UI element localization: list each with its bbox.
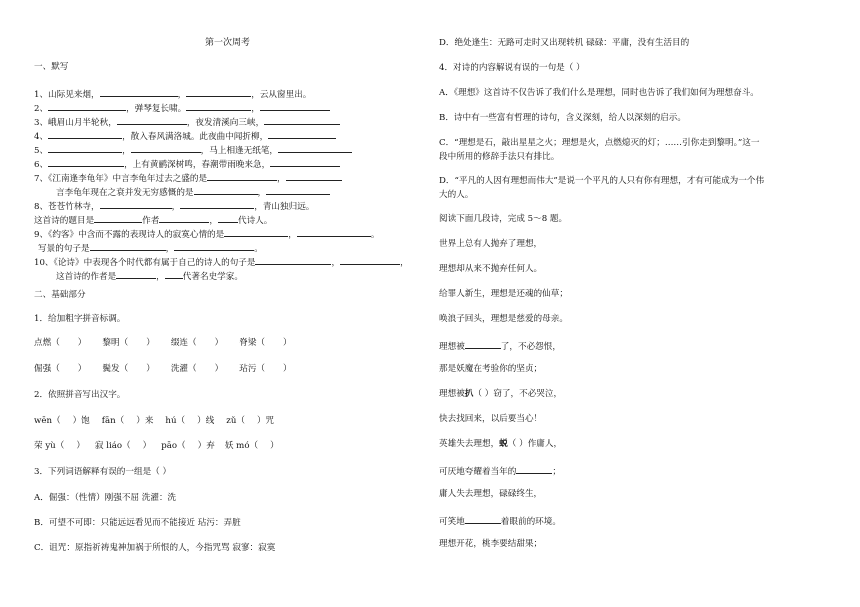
blank[interactable]	[218, 213, 238, 223]
bold-char: 扒	[464, 389, 474, 399]
blank[interactable]	[174, 241, 254, 251]
q8-text-end: ，青山独归远。	[254, 202, 315, 212]
blank[interactable]	[48, 157, 124, 167]
q10-comma: ，	[331, 258, 341, 268]
poem-text: 着眼前的环境。	[500, 517, 561, 527]
bracket: ）	[146, 364, 155, 374]
q1-text-end: ，云从窗里出。	[251, 90, 312, 100]
fill-q10-cont	[56, 269, 243, 283]
poem-line: 理想却从来不抛弃任何人。	[439, 264, 543, 274]
option-b: B．可望不可即：只能远远看见而不能接近 玷污：弄脏	[34, 518, 241, 528]
poem-text: （ ）作庸人，	[507, 439, 563, 449]
q10-comma3: ，	[156, 272, 165, 282]
q7-text-cont: 言李龟年现在之衰并发无穷感慨的是	[56, 188, 194, 198]
blank[interactable]	[340, 255, 400, 265]
word-item: 缀连（	[170, 338, 197, 348]
word-item: 黎明（	[102, 338, 129, 348]
pinyin-item: ）线	[197, 416, 215, 426]
pinyin-item: pāo（	[161, 441, 186, 451]
fill-q5	[34, 143, 352, 157]
bracket: ）	[283, 364, 292, 374]
blank[interactable]	[100, 87, 178, 97]
poem-text: 理想被	[439, 342, 465, 352]
poem-line	[439, 439, 562, 450]
pinyin-item: wēn（	[34, 416, 61, 426]
hanzi-row-1	[34, 416, 274, 427]
fill-q9	[34, 227, 379, 241]
fill-q9-cont	[38, 241, 263, 255]
option-c-cont: 段中所用的修辞手法只有排比。	[439, 152, 560, 162]
blank[interactable]	[207, 171, 277, 181]
bracket: ）	[77, 338, 87, 348]
q10-comma2: ，	[400, 258, 409, 268]
hanzi-row-2	[34, 441, 279, 452]
q10-author-text: 这首诗的作者是	[56, 272, 117, 282]
blank[interactable]	[224, 227, 288, 237]
pinyin-item: 荣 yù（	[34, 441, 65, 451]
q8-author-text: 作者	[142, 216, 160, 226]
pinyin-item: ）饱	[72, 416, 90, 426]
q8-end-text: 代诗人。	[237, 216, 273, 226]
fill-q1: 1、山际见来烟， ， ，云从窗里出。	[34, 87, 311, 101]
fill-q10	[34, 255, 409, 269]
blank[interactable]	[465, 339, 501, 349]
poem-line	[439, 389, 562, 400]
poem-line	[439, 339, 561, 353]
page-title: 第一次周考	[205, 38, 251, 48]
option-d: D．“平凡的人因有理想而伟大”是说一个平凡的人只有你有理想，才有可能成为一个伟	[439, 176, 765, 186]
blank[interactable]	[516, 464, 552, 474]
poem-text: （ ）窃了，不必哭泣，	[473, 389, 563, 399]
blank[interactable]	[255, 255, 331, 265]
q4-text-mid: ，散入春风满洛城。此夜曲中闻折柳，	[122, 132, 269, 142]
q5-text-mid: ，马上相逢无纸笔，	[200, 146, 279, 156]
word-item: 脊梁（	[239, 338, 266, 348]
pinyin-item: zǔ（	[226, 416, 245, 426]
pinyin-item: fān（	[101, 416, 125, 426]
pinyin-item: 寂 liáo（	[94, 441, 131, 451]
blank[interactable]	[48, 101, 126, 111]
q7-text-comma2: ，	[257, 188, 267, 198]
fill-q3	[34, 115, 340, 129]
poem-text: 理想被	[439, 389, 465, 399]
bracket: ）	[283, 338, 292, 348]
blank[interactable]	[90, 241, 166, 251]
q6-text: 6、	[34, 160, 49, 170]
blank[interactable]	[117, 115, 187, 125]
blank[interactable]	[264, 115, 340, 125]
pinyin-item: hú（	[165, 416, 186, 426]
reading-instruction: 阅读下面几段诗，完成 5～8 题。	[439, 214, 568, 224]
option-c: C．“理想是石，敲出星星之火；理想是火，点燃熄灭的灯；……引你走到黎明。”这一	[439, 138, 760, 148]
q1-text: 1、山际见来烟，	[34, 90, 100, 100]
blank[interactable]	[194, 185, 258, 195]
q8-text-comma: ，	[171, 202, 181, 212]
poem-line	[439, 464, 561, 478]
poem-line: 唤浪子回头，理想是慈爱的母亲。	[439, 314, 568, 324]
option-c: C．诅咒：原指祈祷鬼神加祸于所恨的人，今指咒骂 寂寥：寂寞	[34, 543, 276, 553]
poem-line: 理想开花，桃李要结甜果；	[439, 539, 543, 549]
word-item: 点燃（	[34, 338, 60, 348]
bracket: ）	[214, 338, 224, 348]
q10-end-text: 代著名史学家。	[182, 272, 243, 282]
word-item: 洗濯（	[170, 364, 197, 374]
blank[interactable]	[100, 199, 172, 209]
fill-q4	[34, 129, 336, 143]
word-item: 鬓发（	[102, 364, 129, 374]
blank[interactable]	[48, 143, 122, 153]
blank[interactable]	[270, 157, 340, 167]
section-heading: 二、基础部分	[34, 290, 86, 300]
pinyin-item: ）	[76, 441, 85, 451]
section-heading: 一、默写	[34, 62, 69, 72]
blank[interactable]	[116, 269, 156, 279]
q2-text-mid: ，弹琴复长啸。	[126, 104, 187, 114]
q2-text: 2、	[34, 104, 49, 114]
pinyin-item: ）弃	[197, 441, 215, 451]
blank[interactable]	[266, 185, 330, 195]
q8-title-text: 这首诗的题目是	[34, 216, 95, 226]
bold-char: 蜕	[499, 439, 508, 449]
fill-q8-cont	[34, 213, 272, 227]
blank[interactable]	[465, 514, 501, 524]
q5-text: 5、	[34, 146, 49, 156]
question-4: 4．对诗的内容解说有误的一句是（ ）	[439, 63, 585, 73]
poem-line: 世界上总有人抛弃了理想，	[439, 239, 543, 249]
q10-text: 10、《论诗》中表现各个时代都有属于自己的诗人的句子是	[34, 258, 256, 268]
poem-line	[439, 514, 561, 528]
q9-scene-text: 写景的句子是	[38, 244, 90, 254]
blank[interactable]	[48, 129, 122, 139]
fill-q8	[34, 199, 314, 213]
option-a: A．倔强：（性情）刚强不屈 洗濯：洗	[34, 493, 177, 503]
option-b: B．诗中有一些富有哲理的诗句，含义深刻，给人以深刻的启示。	[439, 113, 686, 123]
word-item: 玷污（	[239, 364, 266, 374]
q7-text-comma: ，	[277, 174, 286, 184]
fill-q2	[34, 101, 330, 115]
pinyin-item: ）	[270, 441, 279, 451]
q9-period2: 。	[254, 244, 263, 254]
question-3: 3．下列词语解释有误的一组是（ ）	[34, 467, 172, 477]
q3-text-mid: ，夜发清溪向三峡，	[186, 118, 265, 128]
fill-q7	[34, 171, 342, 185]
fill-q6	[34, 157, 340, 171]
blank[interactable]	[180, 199, 254, 209]
blank[interactable]	[286, 171, 342, 181]
poem-line: 快去找回来，以后要当心！	[439, 414, 543, 424]
poem-text: 了，不必怨恨，	[500, 342, 561, 352]
pinyin-item: 妖 mó（	[224, 441, 259, 451]
blank[interactable]	[94, 213, 142, 223]
poem-line: 庸人失去理想，碌碌终生，	[439, 489, 543, 499]
q2-text-comma: ，	[251, 104, 260, 114]
pinyin-item: ）咒	[256, 416, 275, 426]
blank[interactable]	[186, 101, 251, 111]
word-item: 倔强（	[34, 364, 60, 374]
pinyin-item: ）	[142, 441, 152, 451]
q3-text: 3、峨眉山月半轮秋，	[34, 118, 117, 128]
blank[interactable]	[268, 129, 336, 139]
q8-comma: ，	[209, 216, 218, 226]
blank[interactable]	[260, 101, 330, 111]
q9-text: 9、《约客》中含而不露的表现诗人的寂寞心情的是	[34, 230, 225, 240]
blank[interactable]	[165, 269, 183, 279]
bracket: ）	[214, 364, 224, 374]
bracket: ）	[77, 364, 87, 374]
bracket: ）	[146, 338, 155, 348]
question-2: 2．依照拼音写出汉字。	[34, 390, 126, 400]
q5-text-comma: ，	[122, 146, 131, 156]
q7-text: 7、《江南逢李龟年》中言李龟年过去之盛的是	[34, 174, 208, 184]
blank[interactable]	[159, 213, 209, 223]
poem-text: 英雄失去理想，	[439, 439, 500, 449]
fill-q7-cont	[56, 185, 330, 199]
poem-line: 给罪人新生，理想是还魂的仙草；	[439, 289, 568, 299]
blank[interactable]	[131, 143, 201, 153]
poem-text: ；	[552, 467, 561, 477]
option-d-cont: 大的人。	[439, 190, 474, 200]
option-d: D．绝处逢生：无路可走时又出现转机 碌碌：平庸，没有生活目的	[439, 38, 690, 48]
pinyin-row-1	[34, 338, 292, 349]
question-1: 1．给加粗字拼音标调。	[34, 314, 126, 324]
pinyin-item: ）来	[136, 416, 154, 426]
poem-text: 可厌地夸耀着当年的	[439, 467, 517, 477]
q9-comma2: ，	[165, 244, 175, 254]
q9-period: 。	[370, 230, 380, 240]
pinyin-row-2	[34, 364, 292, 375]
blank[interactable]	[297, 227, 371, 237]
q6-text-mid: ，上有黄鹂深树鸣，春潮带雨晚来急，	[124, 160, 271, 170]
q8-text: 8、苍苍竹林寺，	[34, 202, 100, 212]
option-a: A．《理想》这首诗不仅告诉了我们什么是理想，同时也告诉了我们如何为理想奋斗。	[439, 88, 759, 98]
q4-text: 4、	[34, 132, 49, 142]
blank[interactable]	[186, 87, 251, 97]
blank[interactable]	[278, 143, 352, 153]
q9-comma: ，	[288, 230, 297, 240]
poem-text: 可笑地	[439, 517, 465, 527]
poem-line: 那是妖魔在考验你的坚贞；	[439, 364, 543, 374]
